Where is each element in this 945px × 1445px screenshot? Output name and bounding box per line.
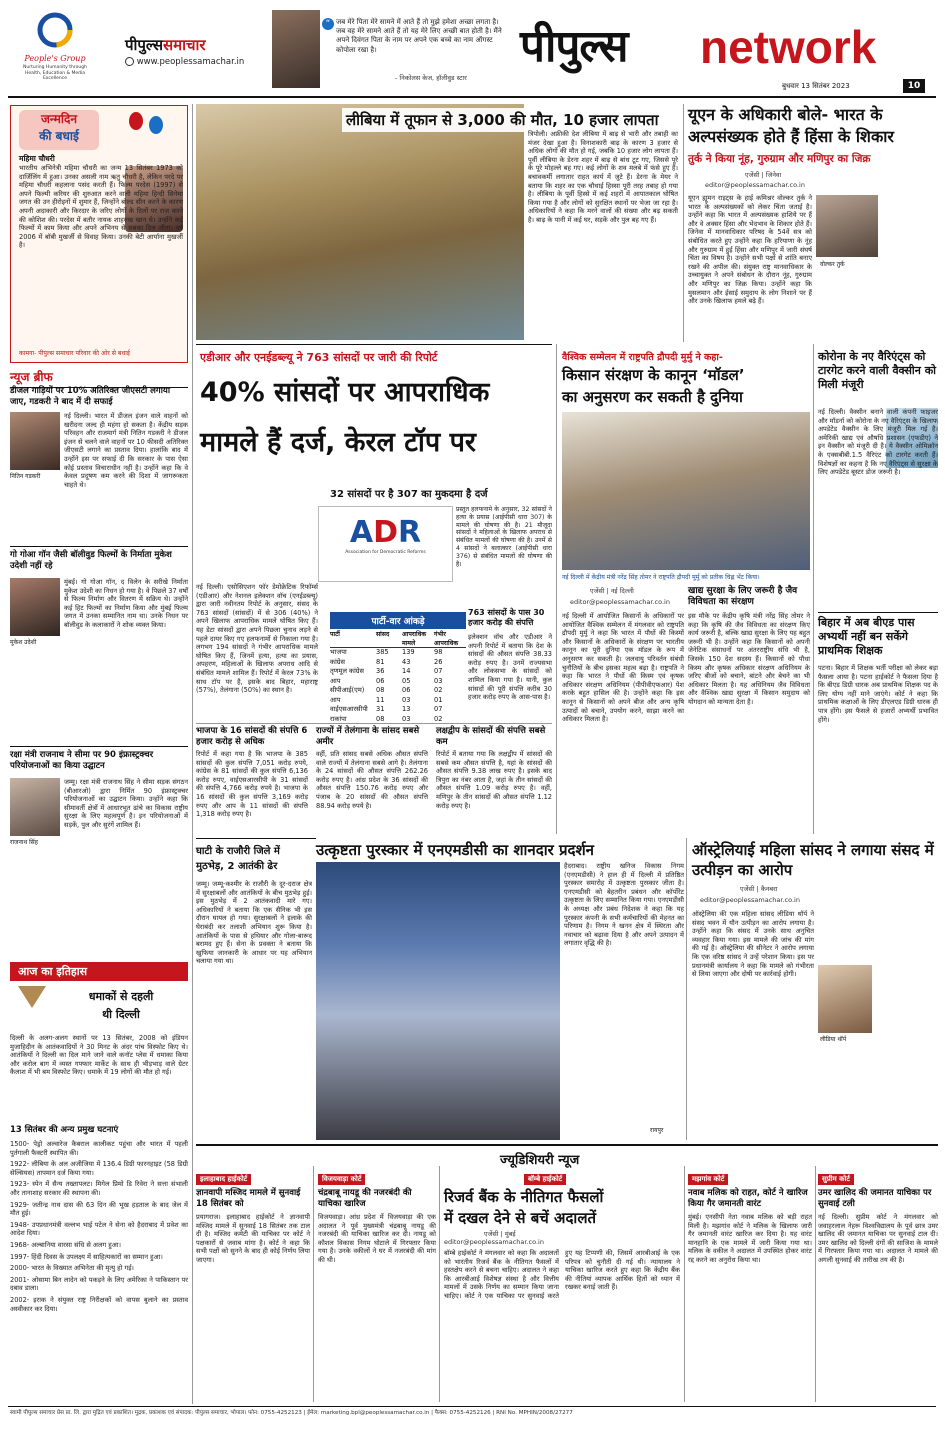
column-divider xyxy=(813,344,814,834)
murmu-side-text: इस मौके पर केंद्रीय कृषि मंत्री नरेंद्र सिंह तोमर ने कहा कि कृषि की जैव विविधता का संरक्षण किए कार्य जरूरी है, बल्कि खाद्य सुरक्षा के लिए यह बहुत जरूरी भी है। उन्होंने कहा कि किसानों को अपनी जेनेटिक संसाधनों पर अंतरराष्ट्रीय संधि भी है, जिसके 150 देश सदस्य हैं। किसानों को पौधा किस्म और कृषक अधिकार संरक्षण अधिनियम के जरिए बीजों को बचाने, बांटने और बेचने का भी अधिकार मिलता है। यह अधिनियम जैव विविधता और वैश्विक खाद्य सुरक्षा में किसान समुदाय को योगदान को मान्यता देता है। xyxy=(688,612,810,706)
brief-text: मुंबई। गो गोआ गॉन, द विलेन के सरीखे निर्माता मुकेश उदेशी का निधन हो गया है। वे पिछले 37 वर्षों से फिल्म निर्माण और वितरण में सक्रिय थे। उन्होंने कई हिट फिल्मों का निर्माण किया और मुंबई फिल्म जगत में उनका सम्मानित नाम था। उनके निधन पर बॉलीवुड के कलाकारों ने शोक व्यक्त किया। xyxy=(64,578,188,629)
table-cell: 02 xyxy=(434,686,443,694)
nmdc-award-photo xyxy=(316,862,560,1140)
website-link[interactable]: www.peoplessamachar.in xyxy=(125,57,244,67)
table-cell: 13 xyxy=(402,705,411,713)
table-row xyxy=(330,696,466,706)
court-tag: मझगांव कोर्ट xyxy=(688,1174,728,1185)
hourglass-icon xyxy=(18,986,46,1030)
column-divider xyxy=(439,1166,440,1402)
table-cell: 03 xyxy=(434,676,443,685)
table-cell: 03 xyxy=(402,714,411,723)
judiciary-item xyxy=(318,1166,436,1402)
table-row xyxy=(330,705,466,715)
judiciary-item xyxy=(688,1166,812,1402)
murmu-headline: किसान संरक्षण के कानून ‘मॉडल’ का अनुसरण कर सकती है दुनिया xyxy=(562,366,745,406)
history-headline: धमाकों से दहली थी दिल्ली xyxy=(88,990,154,1021)
judiciary-email: editor@peoplessamachar.co.in xyxy=(444,1238,544,1246)
masthead xyxy=(0,0,945,100)
judiciary-main-headline: रिजर्व बैंक के नीतिगत फैसलों में दखल देने से बचें अदालतें xyxy=(444,1188,604,1227)
event-item: 1922- लीबिया के अल अजीजिया में 136.4 डिग्री फारनहाइट (58 डिग्री सेल्सियस) तापमान दर्ज किया गया। xyxy=(10,1160,188,1177)
brief-divider xyxy=(10,746,188,747)
australia-photo-caption: लीडिया थॉर्प xyxy=(820,1036,847,1043)
table-cell: 11 xyxy=(376,695,385,704)
covid-text: नई दिल्ली। वैक्सीन बनाने वाली कंपनी फाइजर और मॉडर्ना को कोरोना के नए वैरिएंट्स के खिलाफ अपडेटेड वैक्सीन के लिए मंजूरी मिल गई है। अमेरिकी खाद्य एवं औषधि प्रशासन (एफडीए) ने इन वैक्सीन को मंजूरी दी है। ये वैक्सीन ओमिक्रॉन के एक्सबीबी.1.5 वैरिएंट को टारगेट करती हैं। विशेषज्ञों का कहना है कि नए वैरिएंट्स से सुरक्षा के लिए अपडेटेड बूस्टर डोज जरूरी है। xyxy=(818,408,938,477)
brief-headline: गो गोआ गॉन जैसी बॉलीवुड फिल्मों के निर्माता मुकेश उदेशी नहीं रहे xyxy=(10,550,172,571)
balloon-icon xyxy=(129,112,143,130)
table-cell: सीपीआई(एम) xyxy=(330,686,365,694)
un-photo xyxy=(816,195,878,257)
murmu-kicker: वैश्विक सम्मेलन में राष्ट्रपति द्रौपदी मुर्मु ने कहा- xyxy=(562,352,723,363)
un-headline: यूएन के अधिकारी बोले- भारत के अल्पसंख्यक होते हैं हिंसा के शिकार xyxy=(688,105,894,146)
judiciary-text: प्रयागराज। इलाहाबाद हाईकोर्ट ने ज्ञानवापी मस्जिद मामले में सुनवाई 18 सितंबर तक टाल दी है। मस्जिद कमेटी की याचिका पर कोर्ट ने पक्षकारों से जवाब मांगा है। कोर्ट ने कहा कि सभी पक्षों को सुनने के बाद ही कोई निर्णय लिया जाएगा। xyxy=(196,1213,310,1264)
table-header-cell: गंभीर आपराधिक xyxy=(434,631,459,647)
judiciary-text: बॉम्बे हाईकोर्ट ने मंगलवार को कहा कि अदालतों को भारतीय रिजर्व बैंक के नीतिगत फैसलों में हस्तक्षेप करने से बचना चाहिए। अदालत ने कहा कि आरबीआई विशेषज्ञ संस्था है और वित्तीय मामलों में उसके निर्णय का सम्मान किया जाना चाहिए। कोर्ट ने एक याचिका पर सुनवाई करते हुए यह टिप्पणी की, जिसमें आरबीआई के एक परिपत्र को चुनौती दी गई थी। न्यायालय ने याचिका खारिज करते हुए कहा कि केंद्रीय बैंक की नीतियां व्यापक आर्थिक हितों को ध्यान में रखकर बनाई जाती हैं। xyxy=(444,1249,680,1300)
history-header: आज का इतिहास xyxy=(10,962,188,981)
rajouri-text: जम्मू। जम्मू-कश्मीर के राजौरी के दूर-दराज क्षेत्र में सुरक्षाबलों और आतंकियों के बीच मुठभेड़ हुई। इस मुठभेड़ में 2 आतंकवादी मारे गए। अधिकारियों ने बताया कि एक सैनिक भी इस दौरान घायल हो गया। सुरक्षाबलों ने इलाके की घेराबंदी कर तलाशी अभियान शुरू किया है। आतंकियों के पास से हथियार और गोला-बारूद बरामद हुए हैं। सेना के प्रवक्ता ने बताया कि खुफिया जानकारी के आधार पर यह अभियान चलाया गया था। xyxy=(196,880,312,966)
judiciary-item-main xyxy=(444,1166,680,1402)
quote-mark-icon: “ xyxy=(322,18,334,30)
footer-rule xyxy=(8,1406,936,1407)
nmdc-caption: रायपुर xyxy=(650,1127,664,1134)
brief-headline: रक्षा मंत्री राजनाथ ने सीमा पर 90 इंफ्रास्ट्रक्चर परियोजनाओं का किया उद्घाटन xyxy=(10,750,154,771)
table-cell: 01 xyxy=(434,695,443,704)
table-cell: 98 xyxy=(434,648,443,656)
brief-photo xyxy=(10,412,60,470)
adr-col2-text: वहीं, प्रति सांसद सबसे अधिक औसत संपत्ति वाले राज्यों में तेलंगाना सबसे आगे है। तेलंगाना के 24 सांसदों की औसत संपत्ति 262.26 करोड़ रुपए है। आंध्र प्रदेश के 36 सांसदों की औसत संपत्ति 150.76 करोड़ रुपए और पंजाब के 20 सांसदों की औसत संपत्ति 88.94 करोड़ रुपये है। xyxy=(316,750,428,810)
footer-imprint: स्वामी पीपुल्स समाचार प्रेस प्रा. लि. द्वारा मुद्रित एवं प्रकाशित। मुद्रक, प्रकाशक एवं संपादक: पीपुल्स समाचार, भोपाल। फोन: 0755-4252123 | ईमेल: marketing.bpl@peoplessamachar.co.in | फैक्स: 0755-4252126 | RNI No. MPHIN/2008/27277 xyxy=(10,1410,573,1416)
court-tag: इलाहाबाद हाईकोर्ट xyxy=(196,1174,251,1185)
brief-text: नई दिल्ली। भारत में डीजल इंजन वाले वाहनों को खरीदना जल्द ही महंगा हो सकता है। केंद्रीय सड़क परिवहन और राजमार्ग मंत्री नितिन गडकरी ने डीजल इंजन से चलने वाले वाहनों पर 10 फीसदी अतिरिक्त जीएसटी लगाने का प्रस्ताव दिया। हालांकि बाद में उन्होंने इस पर सफाई दी कि सरकार के पास ऐसा कोई प्रस्ताव विचाराधीन नहीं है। उन्होंने कहा कि वे केवल प्रदूषण कम करने की दिशा में जागरूकता चाहते थे। xyxy=(64,412,188,489)
section-rule xyxy=(818,612,938,613)
event-item: 1948- उपप्रधानमंत्री वल्लभ भाई पटेल ने सेना को हैदराबाद में प्रवेश का आदेश दिया। xyxy=(10,1220,188,1238)
event-item: 1500- पेड्रो अल्वारेज कैबराल कालीकट पहुंचा और भारत में पहली पुर्तगाली फैक्टरी स्थापित की। xyxy=(10,1140,188,1157)
murmu-email: editor@peoplessamachar.co.in xyxy=(570,598,670,606)
adr-col1-headline: भाजपा के 16 सांसदों की संपत्ति 6 हजार करोड़ से अधिक xyxy=(196,726,308,747)
un-subhead: तुर्क ने किया नूंह, गुरुग्राम और मणिपुर का जिक्र xyxy=(688,153,871,165)
group-name: People's Group xyxy=(24,54,86,63)
table-cell: 26 xyxy=(434,657,443,666)
bihar-text: पटना। बिहार में शिक्षक भर्ती परीक्षा को लेकर बड़ा फैसला आया है। पटना हाईकोर्ट ने फैसला दिया है कि बीएड डिग्री धारक अब प्राथमिक शिक्षक पद के लिए योग्य नहीं माने जाएंगे। कोर्ट ने कहा कि प्राथमिक कक्षाओं के लिए डीएलएड डिग्री धारक ही पात्र होंगे। इस फैसले से हजारों अभ्यर्थी प्रभावित होंगे। xyxy=(818,664,938,724)
table-cell: 07 xyxy=(434,667,443,675)
column-divider xyxy=(684,1166,685,1402)
adr-table xyxy=(330,612,466,723)
adr-headline: 40% सांसदों पर आपराधिक मामले हैं दर्ज, केरल टॉप पर xyxy=(200,377,490,458)
bihar-headline: बिहार में अब बीएड पास अभ्यर्थी नहीं बन सकेंगे प्राथमिक शिक्षक xyxy=(818,616,915,657)
table-header-cell: आपराधिक मामले xyxy=(402,631,427,647)
birthday-text: भारतीय अभिनेत्री महिमा चौधरी का जन्म 13 सितंबर 1973 को दार्जिलिंग में हुआ। उनका असली नाम ऋतु चौधरी है, लेकिन परदे पर महिमा चौधरी कहलाना पसंद करती हैं। फिल्म परदेस (1997) से अपने फिल्मी करियर की शुरुआत करने वाली महिमा हिन्दी सिनेमा जगत की उन हीरोइनों में शुमार हैं, जिन्होंने बोल्ड सीन करने के कारण अपनी अदाकारी और किरदार के जरिए लोगों के दिलों पर राज करने की कोशिश की। परदेस में बतौर नायक शाहरुख खान थे। उन्होंने कई फिल्मों में काम किया और अपने अभिनय से सबका दिल जीता। वर्ष 2006 में बॉबी मुखर्जी से विवाह किया। उनकी बेटी आर्याना मुखर्जी है। xyxy=(19,164,183,250)
adr-subhead: 32 सांसदों पर है 307 का मुकदमा है दर्ज xyxy=(330,489,488,500)
section-rule xyxy=(196,1144,938,1146)
libya-text: त्रिपोली। अफ्रीकी देश लीबिया में बाढ़ से भारी और तबाही का मंजर देखा हुआ है। विनाशकारी बाढ़ के कारण 3 हजार से अधिक लोगों की मौत हो गई, जबकि 10 हजार लोग लापता हैं। पूर्वी लीबिया के डेरना शहर में बाढ़ से बांध टूट गए, जिससे पूरे के पूरे मोहल्ले बह गए। कई लोगों के शव मलबे में फंसे हुए हैं। बचावकर्मी लगातार राहत कार्य में जुटे हैं। डेरना के मेयर ने बताया कि शहर का एक चौथाई हिस्सा पूरी तरह तबाह हो गया है। लीबिया के पूर्वी हिस्से में कई शहरों में आपातकाल घोषित किया गया है और लोगों को सुरक्षित स्थानों पर भेजा जा रहा है। अधिकारियों ने कहा कि मरने वालों की संख्या और बढ़ सकती है। बाढ़ के पानी में कई घर, सड़कें और पुल बह गए हैं। xyxy=(528,130,678,224)
australia-headline: ऑस्ट्रेलियाई महिला सांसद ने लगाया संसद में उत्पीड़न का आरोप xyxy=(692,841,934,879)
table-cell: आप xyxy=(330,676,341,685)
judiciary-headline: ज्ञानवापी मस्जिद मामले में सुनवाई 18 सितंबर को xyxy=(196,1188,301,1209)
history-text: दिल्ली के अलग-अलग स्थानों पर 13 सितंबर, 2008 को इंडियन मुजाहिदीन के आतंकवादियों ने 30 मिनट के अंदर पांच विस्फोट किए थे। आतंकियों ने दिल्ली का दिल माने जाने वाले कनॉट प्लेस में धमाका किया और करोल बाग में व्यस्त गफ्फार मार्केट के साथ ही भीड़भाड़ वाले ग्रेटर कैलाश में भी बम विस्फोट किए। धमाके में 19 लोगों की मौत हो गई। xyxy=(10,1034,188,1077)
brief-text: जम्मू। रक्षा मंत्री राजनाथ सिंह ने सीमा सड़क संगठन (बीआरओ) द्वारा निर्मित 90 इंफ्रास्ट्रक्चर परियोजनाओं का उद्घाटन किया। उन्होंने कहा कि सीमावर्ती क्षेत्रों में आधारभूत ढांचे का विकास राष्ट्रीय सुरक्षा के लिए महत्वपूर्ण है। इन परियोजनाओं में सड़कें, पुल और सुरंगें शामिल हैं। xyxy=(64,778,188,829)
issue-date: बुधवार 13 सितंबर 2023 xyxy=(782,82,850,90)
adr-text: नई दिल्ली। एसोसिएशन फॉर डेमोक्रेटिक रिफॉर्म्स (एडीआर) और नेशनल इलेक्शन वॉच (एनईडब्ल्यू) द्वारा जारी नवीनतम रिपोर्ट के अनुसार, संसद के 763 सांसदों (सांसदों) में से 306 (40%) ने अपने खिलाफ आपराधिक मामले घोषित किए हैं। यह डेटा सांसदों द्वारा अपने पिछला चुनाव लड़ने से पहले दायर किए गए हलफनामों से निकाला गया है। लगभग 194 सांसदों ने गंभीर आपराधिक मामले घोषित किए हैं, जिनमें हत्या, हत्या का प्रयास, अपहरण, महिलाओं के खिलाफ अपराध आदि से संबंधित मामले शामिल हैं। रिपोर्ट में केरल 73% के साथ टॉप पर है, इसके बाद बिहार, महाराष्ट्र (57%), तेलंगाना (50%) का स्थान है। xyxy=(196,583,318,695)
murmu-text: नई दिल्ली में आयोजित किसानों के अधिकारों पर आयोजित वैश्विक सम्मेलन में मंगलवार को राष्ट्रपति द्रौपदी मुर्मु ने कहा कि भारत में पौधों की किस्मों और किसानों के अधिकारों के संरक्षण पर भारतीय कानून का पूरी दुनिया एक मॉडल के रूप में अनुसरण कर सकती है। जलवायु परिवर्तन संबंधी चुनौतियों के बीच इसका महत्व बढ़ा है। राष्ट्रपति ने कहा कि भारत ने पौधों की किस्म एवं कृषक अधिकार संरक्षण अधिनियम (पीपीवीएफआर) पेश करके बहुत हासिल की है। उन्होंने कहा कि इस कानून से किसानों को अपने बीज और अन्य कृषि उत्पादों को बचाने, उपयोग करने, साझा करने का अधिकार मिलता है। xyxy=(562,612,684,724)
table-cell: 05 xyxy=(402,676,411,685)
table-cell: 385 xyxy=(376,648,389,656)
judiciary-byline: एजेंसी | मुंबई xyxy=(484,1230,516,1238)
judiciary-header: ज्यूडिशियरी न्यूज xyxy=(500,1153,580,1168)
table-title: पार्टी-वार आंकड़े xyxy=(330,612,466,629)
section-rule xyxy=(196,838,316,839)
birthday-header: जन्मदिन की बधाई xyxy=(19,110,99,150)
judiciary-text: नई दिल्ली। सुप्रीम कोर्ट ने मंगलवार को जवाहरलाल नेहरू विश्वविद्यालय के पूर्व छात्र उमर खालिद की जमानत याचिका पर सुनवाई टाल दी। उमर खालिद को दिल्ली दंगों की साजिश के मामले में गिरफ्तार किया गया था। अदालत ने मामले की अगली सुनवाई की तारीख तय की है। xyxy=(818,1213,938,1264)
table-cell: 139 xyxy=(402,648,415,656)
brief-caption: नितिन गडकरी xyxy=(10,473,41,480)
brand-hindi: पीपुल्स xyxy=(520,21,628,72)
un-text-continued xyxy=(882,194,938,342)
un-email: editor@peoplessamachar.co.in xyxy=(705,181,805,189)
adr-side-headline: 763 सांसदों के पास 30 हजार करोड़ की संपत्ति xyxy=(468,608,545,627)
adr-kicker: एडीआर और एनईडब्ल्यू ने 763 सांसदों पर जारी की रिपोर्ट xyxy=(200,351,438,364)
table-cell: 43 xyxy=(402,657,411,666)
table-row xyxy=(330,667,466,677)
table-header-cell: सांसद xyxy=(376,631,390,638)
column-divider xyxy=(683,104,684,342)
section-rule xyxy=(196,723,552,724)
adr-col2-headline: राज्यों में तेलंगाना के सांसद सबसे अमीर xyxy=(316,726,420,747)
judiciary-item xyxy=(818,1166,938,1402)
column-divider xyxy=(313,1166,314,1402)
table-cell: 36 xyxy=(376,667,385,675)
brief-divider xyxy=(10,546,188,547)
group-logo-icon xyxy=(35,10,75,50)
table-row xyxy=(330,686,466,696)
table-cell: 03 xyxy=(402,695,411,704)
brief-caption: राजनाथ सिंह xyxy=(10,839,38,846)
section-rule xyxy=(196,344,552,345)
table-cell: 08 xyxy=(376,714,385,723)
paper-small-logo: पीपुल्ससमाचार xyxy=(125,36,206,54)
table-row xyxy=(330,648,466,658)
event-item: 1968- अल्बानिया वारसा संधि से अलग हुआ। xyxy=(10,1240,121,1249)
un-photo-caption: वोल्कर तुर्क xyxy=(820,261,845,268)
column-divider xyxy=(556,344,557,834)
nmdc-text: हैदराबाद। राष्ट्रीय खनिज विकास निगम (एनएमडीसी) ने हाल ही में दिल्ली में प्रतिष्ठित पुरस्कार समारोह में उत्कृष्टता पुरस्कार जीता है। एनएमडीसी को बेहतरीन प्रबंधन और कॉर्पोरेट उत्कृष्टता के लिए सम्मानित किया गया। एनएमडीसी के अध्यक्ष और प्रबंध निदेशक ने कहा कि यह पुरस्कार कंपनी के सभी कर्मचारियों की मेहनत का परिणाम है। निगम ने खनन क्षेत्र में स्थिरता और नवाचार को बढ़ावा दिया है और अपने उत्पादन में लगातार वृद्धि की है। xyxy=(564,862,684,948)
table-header-row xyxy=(330,629,466,648)
table-body xyxy=(330,648,466,724)
un-byline: एजेंसी | जिनेवा xyxy=(745,171,782,179)
event-item: 2002- इराक ने संयुक्त राष्ट्र निरीक्षकों को वापस बुलाने का प्रस्ताव अस्वीकार कर दिया। xyxy=(10,1295,188,1313)
libya-headline: लीबिया में तूफान से 3,000 की मौत, 10 हजार लापता xyxy=(342,108,682,132)
nmdc-headline: उत्कृष्टता पुरस्कार में एनएमडीसी का शानदार प्रदर्शन xyxy=(316,841,594,859)
australia-photo xyxy=(818,965,872,1033)
birthday-name: महिमा चौधरी xyxy=(19,154,55,163)
un-text: यूएन ह्यूमन राइट्स के हाई कमिश्नर वोल्कर तुर्क ने भारत के अल्पसंख्यकों को लेकर चिंता जताई है। उन्होंने कहा कि भारत में अल्पसंख्यक हाशिये पर हैं और वे अक्सर हिंसा और भेदभाव के शिकार होते हैं। जिनेवा में मानवाधिकार परिषद के 54वें सत्र को संबोधित करते हुए उन्होंने कहा कि हरियाणा के नूंह और गुरुग्राम में हुई हिंसा और मणिपुर में जारी संघर्ष चिंता का विषय है। उन्होंने सभी पक्षों से शांति बनाए रखने की अपील की। संयुक्त राष्ट्र मानवाधिकार के उच्चायुक्त ने अपने संबोधन के दौरान नूंह, गुरुग्राम और मणिपुर का जिक्र किया। उन्होंने कहा कि मुसलमान और ईसाई समुदाय के लोग निशाने पर हैं और उनके खिलाफ हमले बढ़े हैं। xyxy=(688,194,812,306)
covid-headline: कोरोना के नए वैरिएंट्स को टारगेट करने वाली वैक्सीन को मिली मंजूरी xyxy=(818,350,937,391)
adr-side-text: इलेक्शन वॉच और एडीआर ने अपनी रिपोर्ट में बताया कि देश के सांसदों की औसत संपत्ति 38.33 करोड़ रुपए है। उनमें राज्यसभा और लोकसभा के सांसदों को शामिल किया गया है। यानी, कुल सांसदों की पूरी संपत्ति करीब 30 हजार करोड़ रुपए के आस-पास है। xyxy=(468,633,552,702)
brief-photo xyxy=(10,778,60,836)
event-item: 2000- भारत के विख्यात अभिनेता की मृत्यु हो गई। xyxy=(10,1264,134,1273)
table-cell: 31 xyxy=(376,705,385,713)
judiciary-headline: नवाब मलिक को राहत, कोर्ट ने खारिज किया गैर जमानती वारंट xyxy=(688,1188,808,1209)
table-cell: कांग्रेस xyxy=(330,657,345,666)
page-number: 10 xyxy=(903,79,925,93)
table-cell: 81 xyxy=(376,657,385,666)
australia-email: editor@peoplessamachar.co.in xyxy=(700,896,800,904)
adr-col3-text: रिपोर्ट में बताया गया कि लक्षद्वीप में सांसदों की सबसे कम औसत संपत्ति है, यहां के सांसदों की औसत संपत्ति 9.38 लाख रुपए है। इसके बाद त्रिपुरा का नंबर आता है, जहां के तीन सांसदों की औसत संपत्ति 1.09 करोड़ रुपए है। वहीं, मणिपुर के तीन सांसदों की औसत संपत्ति 1.12 करोड़ रुपए है। xyxy=(436,750,552,810)
brief-photo xyxy=(10,578,60,636)
murmu-photo-caption: नई दिल्ली में केंद्रीय मंत्री नरेंद्र सिंह तोमर ने राष्ट्रपति द्रौपदी मुर्मु को प्रतीक चिह्न भेंट किया। xyxy=(562,574,760,581)
birthday-box xyxy=(10,105,188,363)
event-item: 1929- जतीन्द्र नाथ दास की 63 दिन की भूख हड़ताल के बाद जेल में मौत हुई। xyxy=(10,1200,188,1218)
adr-col1-text: रिपोर्ट में कहा गया है कि भाजपा के 385 सांसदों की कुल संपत्ति 7,051 करोड़ रुपये, कांग्रेस के 81 सांसदों की कुल संपत्ति 6,136 करोड़ रुपए, वाईएसआरसीपी के 31 सांसदों की संपत्ति 4,766 करोड़ रुपये है। भाजपा के 16 सांसदों की कुल संपत्ति 3,169 करोड़ रुपए और आप के 11 सांसदों की संपत्ति 1,318 करोड़ रुपए है। xyxy=(196,750,308,819)
judiciary-text: मुंबई। एनसीपी नेता नवाब मलिक को बड़ी राहत मिली है। मझगांव कोर्ट ने मलिक के खिलाफ जारी गैर जमानती वारंट खारिज कर दिया है। यह वारंट मानहानि के एक मामले में जारी किया गया था। मलिक के वकील ने अदालत में उपस्थित होकर वारंट रद्द करने का अनुरोध किया था। xyxy=(688,1213,812,1264)
australia-byline: एजेंसी | कैनबरा xyxy=(740,885,778,893)
libya-flood-photo xyxy=(196,104,524,340)
judiciary-text: विजयवाड़ा। आंध्र प्रदेश में विजयवाड़ा की एक अदालत ने पूर्व मुख्यमंत्री चंद्रबाबू नायडू की नजरबंदी की याचिका खारिज कर दी। नायडू को कौशल विकास निगम घोटाले में गिरफ्तार किया गया है। उनके वकीलों ने घर में नजरबंदी की मांग की थी। xyxy=(318,1213,436,1264)
murmu-photo xyxy=(562,412,810,570)
peoples-group-logo xyxy=(15,10,95,95)
table-cell: 02 xyxy=(434,714,443,723)
paper-small-tail: समाचार xyxy=(163,36,206,54)
adr-col3-headline: लक्षद्वीप के सांसदों की संपत्ति सबसे कम xyxy=(436,726,546,747)
column-divider xyxy=(686,838,687,1140)
event-item: 1997- हिंदी दिवस के उपलक्ष्य में साहित्यकारों का सम्मान हुआ। xyxy=(10,1252,163,1261)
rajouri-headline: घाटी के राजौरी जिले में मुठभेड़, 2 आतंकी ढेर xyxy=(196,846,280,872)
table-cell: तृणमूल कांग्रेस xyxy=(330,667,364,675)
table-cell: 06 xyxy=(402,686,411,694)
table-cell: 06 xyxy=(376,676,385,685)
quote-portrait xyxy=(272,10,320,88)
table-row xyxy=(330,658,466,668)
history-box xyxy=(10,962,188,1402)
brief-caption: मुकेश उदेशी xyxy=(10,639,37,646)
balloon-icon xyxy=(149,116,163,134)
table-row xyxy=(330,677,466,687)
news-brief-header: न्यूज ब्रीफ xyxy=(10,368,188,388)
table-cell: 08 xyxy=(376,686,385,694)
birthday-footer: कामना- पीपुल्स समाचार परिवार की ओर से बधाई xyxy=(19,350,130,357)
quote-text: जब मेरे पिता मेरे सामने में आते हैं तो मुझे हमेशा अच्छा लगता है। जब वह मेरे सामने आते हैं तो यह मेरे लिए अच्छी बात होती है। मैंने अपने दिवंगत पिता के नाम पर अपने एक बच्चे का नाम ऑगस्ट कोपोला रखा है। xyxy=(336,18,502,54)
column-divider xyxy=(815,1166,816,1402)
event-item: 1923- स्पेन में सैन्य तख्तापलट। मिगेल प्रिमो डि रिवेरा ने सत्ता संभाली और तानाशाह सरकार की स्थापना की। xyxy=(10,1180,188,1197)
quote-author: - निकोलस केज, हॉलीवुड स्टार xyxy=(395,74,467,82)
masthead-rule xyxy=(8,96,936,98)
court-tag: सुप्रीम कोर्ट xyxy=(818,1174,854,1185)
court-tag: बॉम्बे हाईकोर्ट xyxy=(524,1174,566,1185)
table-cell: 14 xyxy=(402,667,411,675)
table-cell: 07 xyxy=(434,705,443,713)
brief-headline: डीजल गाड़ियों पर 10% अतिरिक्त जीएसटी लगाया जाए, गडकरी ने बाद में दी सफाई xyxy=(10,386,171,407)
table-cell: राकांपा xyxy=(330,714,347,723)
adr-intro: प्रस्तुत हलफनामे के अनुसार, 32 सांसदों ने हत्या के प्रयास (आईपीसी धारा 307) के मामले की घोषणा की है। 21 मौजूदा सांसदों ने महिलाओं के खिलाफ अपराध से संबंधित मामलों की घोषणा की है। उनमें से 4 सांसदों ने बलात्कार (आईपीसी धारा 376) से संबंधित मामलों की घोषणा की है। xyxy=(456,506,552,568)
murmu-side-headline: खाद्य सुरक्षा के लिए जरूरी है जैव विविधता का संरक्षण xyxy=(688,586,798,607)
adr-logo-text: Association for Democratic Reforms xyxy=(345,550,426,555)
group-tagline: Nurturing Humanity through Health, Education & Media Excellence xyxy=(23,65,87,81)
australia-text: ऑस्ट्रेलिया की एक महिला सांसद लीडिया थॉर्प ने संसद भवन में यौन उत्पीड़न का आरोप लगाया है। उन्होंने कहा कि संसद में उनके साथ अनुचित व्यवहार किया गया। इस मामले की जांच की मांग की गई है। ऑस्ट्रेलिया की सीनेटर ने आरोप लगाया कि एक वरिष्ठ सांसद ने उन्हें परेशान किया। इस पर प्रधानमंत्री कार्यालय ने कहा कि मामले को गंभीरता से लिया जाएगा और दोषी पर कार्रवाई होगी। xyxy=(692,910,814,979)
events-list xyxy=(10,1140,188,1402)
judiciary-headline: उमर खालिद की जमानत याचिका पर सुनवाई टली xyxy=(818,1188,932,1209)
column-divider xyxy=(192,104,193,1404)
brand-en: network xyxy=(700,21,877,73)
judiciary-item xyxy=(196,1166,310,1402)
table-cell: आप xyxy=(330,695,341,704)
globe-icon xyxy=(125,57,134,66)
table-cell: वाईएसआरसीपी xyxy=(330,705,368,713)
adr-logo-mark: ADR xyxy=(349,515,422,550)
judiciary-headline: चंद्रबाबू नायडू की नजरबंदी की याचिका खारिज xyxy=(318,1188,412,1209)
event-item: 2001- ओसामा बिन लादेन को पकड़ने के लिए अमेरिका ने पाकिस्तान पर दबाव डाला। xyxy=(10,1275,188,1293)
news-brief xyxy=(10,368,188,958)
table-header-cell: पार्टी xyxy=(330,631,340,638)
events-header: 13 सितंबर की अन्य प्रमुख घटनाएं xyxy=(10,1125,119,1135)
murmu-byline: एजेंसी | नई दिल्ली xyxy=(590,587,634,595)
court-tag: विजयवाड़ा कोर्ट xyxy=(318,1174,365,1185)
adr-logo xyxy=(318,506,453,582)
table-cell: भाजपा xyxy=(330,648,347,656)
